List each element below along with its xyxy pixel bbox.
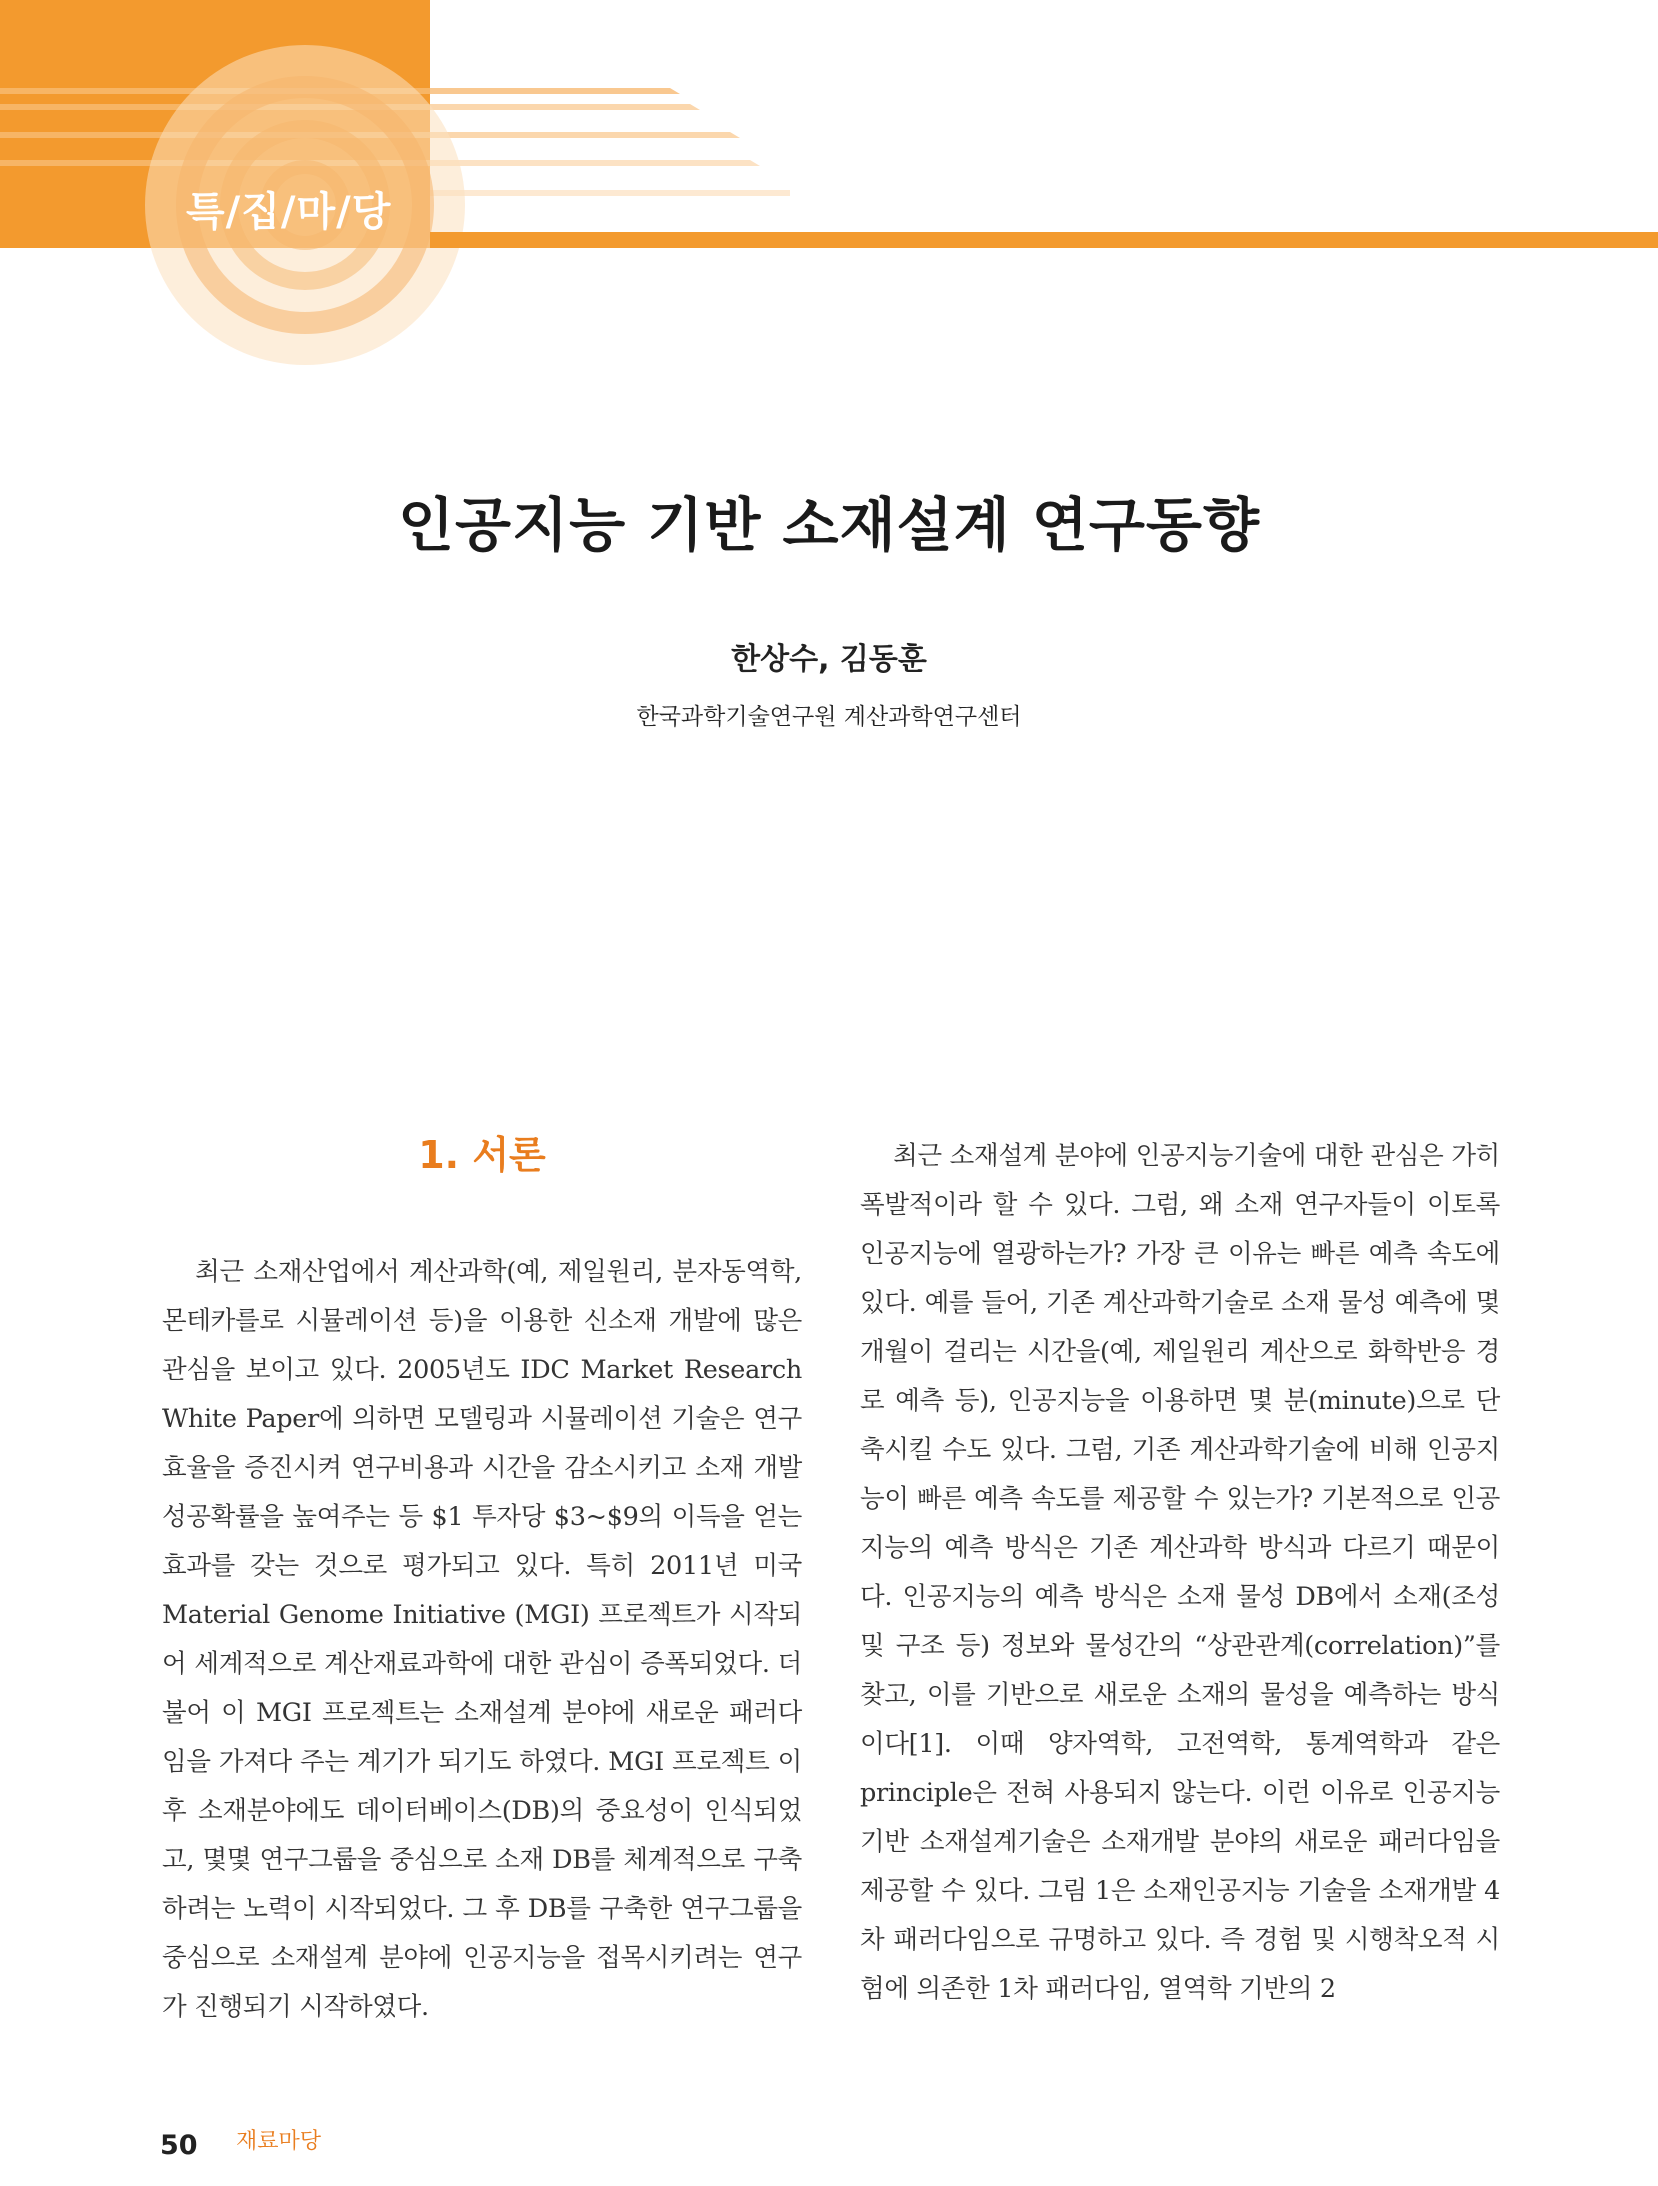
magazine-name: 재료마당: [236, 2129, 322, 2154]
intro-heading: 1. 서론: [418, 1133, 546, 1177]
left-column: [162, 1130, 802, 2032]
continuation-paragraph: 최근 소재설계 분야에 인공지능기술에 대한 관심은 가히 폭발적이라 할 수 있다. 그럼, 왜 소재 연구자들이 이토록 인공지능에 열광하는가? 가장 큰 이유는 빠른 예측 속도에 있다. 예를 들어, 기존 계산과학기술로 소재 물성 예측에 몇 개월이 걸리는 시간을(예, 제일원리 계산으로 화학반응 경로 예측 등), 인공지능을 이용하면 몇 분(minute)으로 단축시킬 수도 있다. 그럼, 기존 계산과학기술에 비해 인공지능이 빠른 예측 속도를 제공할 수 있는가? 기본적으로 인공지능의 예측 방식은 기존 계산과학 방식과 다르기 때문이다. 인공지능의 예측 방식은 소재 물성 DB에서 소재(조성 및 구조 등) 정보와 물성간의 “상관관계(correlation)”를 찾고, 이를 기반으로 새로운 소재의 물성을 예측하는 방식이다[1]. 이때 양자역학, 고전역학, 통계역학과 같은 principle은 전혀 사용되지 않는다. 이런 이유로 인공지능 기반 소재설계기술은 소재개발 분야의 새로운 패러다임을 제공할 수 있다. 그림 1은 소재인공지능 기술을 소재개발 4차 패러다임으로 규명하고 있다. 즉 경험 및 시행착오적 시험에 의존한 1차 패러다임, 열역학 기반의 2: [860, 1141, 1500, 2004]
header-diagonal-stripes-icon: [430, 0, 790, 205]
article-authors: 한상수, 김동훈: [731, 642, 927, 677]
right-column: [860, 1132, 1500, 2014]
page-number: 50: [160, 2130, 198, 2161]
intro-paragraph: 최근 소재산업에서 계산과학(예, 제일원리, 분자동역학, 몬테카를로 시뮬레이션 등)을 이용한 신소재 개발에 많은 관심을 보이고 있다. 2005년도 IDC Market Research White Paper에 의하면 모델링과 시뮬레이션 기술은 연구효율을 증진시켜 연구비용과 시간을 감소시키고 소재 개발 성공확률을 높여주는 등 $1 투자당 $3~$9의 이득을 얻는 효과를 갖는 것으로 평가되고 있다. 특히 2011년 미국 Material Genome Initiative (MGI) 프로젝트가 시작되어 세계적으로 계산재료과학에 대한 관심이 증폭되었다. 더불어 이 MGI 프로젝트는 소재설계 분야에 새로운 패러다임을 가져다 주는 계기가 되기도 하였다. MGI 프로젝트 이후 소재분야에도 데이터베이스(DB)의 중요성이 인식되었고, 몇몇 연구그룹을 중심으로 소재 DB를 체계적으로 구축하려는 노력이 시작되었다. 그 후 DB를 구축한 연구그룹을 중심으로 소재설계 분야에 인공지능을 접목시키려는 연구가 진행되기 시작하였다.: [162, 1257, 802, 2022]
header-rule: [430, 232, 1658, 248]
article-affiliation: 한국과학기술연구원 계산과학연구센터: [636, 704, 1022, 730]
article-title: 인공지능 기반 소재설계 연구동향: [398, 491, 1260, 559]
section-tag: 특/집/마/당: [186, 189, 392, 235]
